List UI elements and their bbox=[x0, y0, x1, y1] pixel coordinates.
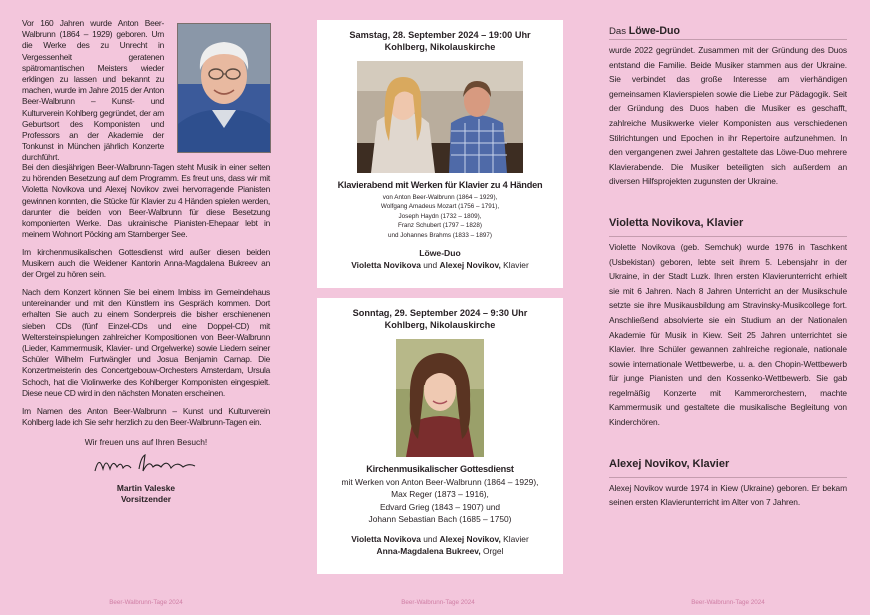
divider bbox=[609, 477, 847, 478]
organist-photo bbox=[396, 339, 484, 457]
performer-name: Alexej Novikov, bbox=[439, 533, 501, 544]
chairman-portrait bbox=[177, 23, 271, 153]
left-column bbox=[22, 0, 270, 505]
program-line: Max Reger (1873 – 1916), bbox=[391, 489, 489, 500]
duo-description: wurde 2022 gegründet. Zusammen mit der Gründung des Duos entstand die Familie. Beide Musiker stammen aus der Ukraine. Sie verbindet das große Interesse am vierhändigen gemeinsamen Klavierspielen sowie die Liebe zur Pädagogik. Seit der Gründung des Duos haben die Musiker es geschafft, zahlreiche Musikwerke vieler Komponisten aus verschiedenen Stilrichtungen und Epochen in ihr Repertoire aufzunehmen. In den vergangenen zwei Jahren gestaltete das Löwe-Duo mehrere Klavierabende. Die Musiker beteiligten sich außerdem an diversen Hilfsprojekten zugunsten der Ukraine. bbox=[609, 45, 847, 187]
program-line: Johann Sebastian Bach (1685 – 1750) bbox=[368, 514, 512, 525]
performers-line bbox=[317, 545, 563, 557]
letter-paragraph: Nach dem Konzert können Sie bei einem Imbiss im Gemeindehaus untereinander und mit den Künstlern ins Gespräch kommen. Dort erhalten Sie auch zu einem Sonderpreis die bisher erschienenen sieben CDs (fünf Einzel-CDs und eine Doppel-CD) mit Weltersteinspielungen zahlreicher Kompositionen von Beer-Walbrunn (Lieder, Kammermusik, Klavier- und Orgelwerke) sowie Liedern seiner Schüler Wilhelm Furtwängler und Josua Benjamin Carnap. Die Konzertmeisterin des Concertgebouw-Orchesters Amsterdam, Ursula Schoch, hat die Violinwerke des Kohlberger Komponisten eingespielt. Diese neue CD wird in den nächsten Monaten erscheinen. bbox=[22, 287, 270, 398]
performer-instrument: Orgel bbox=[482, 545, 504, 556]
alexej-heading: Alexej Novikov, Klavier bbox=[609, 457, 730, 470]
event-card-service bbox=[317, 298, 563, 574]
program-line: mit Werken von Anton Beer-Walbrunn (1864 – 1929), bbox=[341, 477, 539, 487]
duo-heading bbox=[609, 24, 847, 39]
duo-prefix: Das bbox=[609, 26, 627, 37]
performer-name: Violetta Novikova bbox=[351, 260, 421, 271]
footer-mid: Beer-Walbrunn-Tage 2024 bbox=[401, 599, 475, 606]
event-place: Kohlberg, Nikolauskirche bbox=[384, 42, 496, 52]
intro-paragraph: Vor 160 Jahren wurde Anton Beer-Walbrunn (1864 – 1929) geboren. Um die Werke des zu Unrecht in Vergessenheit geratenen spätromantischen Meisters wieder erklingen zu lassen und bekannt zu machen, wurde im Jahre 2015 der Anton Beer-Walbrunn – Kunst- und Kulturverein Kohlberg gegründet, der am Geburtsort des Komponisten und Professors an der Akademie der Tonkunst in München jährlich Konzerte durchführt. bbox=[22, 18, 164, 163]
program-line: Edvard Grieg (1843 – 1907) und bbox=[379, 501, 501, 512]
performer-instrument: Klavier bbox=[503, 260, 529, 271]
program-line: von Anton Beer-Walbrunn (1864 – 1929), bbox=[382, 194, 498, 201]
event-date: Sonntag, 29. September 2024 – 9:30 Uhr bbox=[352, 308, 528, 318]
event-card-concert bbox=[317, 20, 563, 288]
performers-line bbox=[317, 533, 563, 545]
footer-right: Beer-Walbrunn-Tage 2024 bbox=[691, 599, 765, 606]
divider bbox=[609, 39, 847, 40]
performers-line bbox=[317, 259, 563, 271]
signer-name: Martin Valeske bbox=[116, 482, 176, 493]
program-line: und Johannes Brahms (1833 – 1897) bbox=[388, 231, 492, 239]
event-place: Kohlberg, Nikolauskirche bbox=[384, 320, 496, 330]
violetta-heading: Violetta Novikova, Klavier bbox=[609, 216, 744, 229]
letter-paragraph: Im Namen des Anton Beer-Walbrunn – Kunst und Kulturverein Kohlberg lade ich Sie sehr herzlich zu den Beer-Walbrunn-Tagen ein. bbox=[22, 405, 270, 427]
divider bbox=[609, 236, 847, 237]
event-date: Samstag, 28. September 2024 – 19:00 Uhr bbox=[349, 30, 531, 40]
performer-name: Anna-Magdalena Bukreev, bbox=[376, 545, 481, 556]
letter-paragraph: Bei den diesjährigen Beer-Walbrunn-Tagen steht Musik in einer selten zu hörenden Besetzung auf dem Programm. Es freut uns, dass wir mit Violetta Novikova und Alexej Novikov zwei hervorragende Pianisten gewinnen konnten, die Stücke für Klavier zu 4 Händen spielen werden, darunter die beiden von Beer-Walbrunn für diese Besetzung komponierten Werke. Das ukrainische Pianisten-Ehepaar lebt in meinem Wohnort Pöcking am Starnberger See. bbox=[22, 162, 270, 240]
signer-title: Vorsitzender bbox=[120, 494, 172, 505]
program-list bbox=[317, 476, 563, 526]
footer-left: Beer-Walbrunn-Tage 2024 bbox=[109, 599, 183, 606]
program-line: Joseph Haydn (1732 – 1809), bbox=[398, 212, 482, 220]
violetta-bio: Violette Novikova (geb. Semchuk) wurde 1976 in Taschkent (Usbekistan) geboren, lebte seit ihrem 5. Lebensjahr in der Ukraine, in der Stadt Luzk. Ihren ersten Klavierunterricht erhielt sie mit 6 Jahren. Nach 8 Jahren Unterricht an der Musikschule setzte sie ihre Musikausbildung am Stravinsky-Musikcollege fort. Anschließend absolvierte sie ein Studium an der Nationalen Akademie für Musik in Kiew. Seit 25 Jahren unterrichtet sie Klavier. Ihre Schüler gewannen zahlreiche regionale, nationale sowie internationale Wettbewerbe, u. a. den Chopin-Wettbewerb für junge Pianisten und den Kossenko-Wettbewerb. Sie gab regelmäßig Konzerte mit Kammerorchestern, machte Kammermusik und gestaltete die musikalische Begleitung von Kinderchören. bbox=[609, 241, 847, 428]
program-line: Franz Schubert (1797 – 1828) bbox=[397, 222, 482, 230]
performer-instrument: Klavier bbox=[503, 533, 529, 544]
event-title: Kirchenmusikalischer Gottesdienst bbox=[366, 464, 514, 474]
alexej-bio: Alexej Novikov wurde 1974 in Kiew (Ukraine) geboren. Er bekam seinen ersten Klavierunterricht im Alter von 7 Jahren. bbox=[609, 482, 847, 508]
right-column bbox=[609, 0, 847, 510]
performer-and: und bbox=[423, 533, 438, 544]
performer-name: Alexej Novikov, bbox=[439, 260, 501, 271]
letter-paragraph: Im kirchenmusikalischen Gottesdienst wird außer diesen beiden Musikern auch die Weidener Kantorin Anna-Magdalena Bukreev an der Orgel zu hören sein. bbox=[22, 246, 270, 280]
ensemble-name: Löwe-Duo bbox=[419, 248, 461, 259]
program-list bbox=[317, 193, 563, 240]
signature-icon bbox=[91, 451, 201, 477]
closing-line: Wir freuen uns auf Ihren Besuch! bbox=[84, 436, 208, 447]
duo-name: Löwe-Duo bbox=[628, 25, 680, 37]
program-line: Wolfgang Amadeus Mozart (1756 – 1791), bbox=[380, 203, 500, 211]
duo-photo bbox=[357, 61, 523, 173]
event-title: Klavierabend mit Werken für Klavier zu 4 Händen bbox=[337, 180, 543, 190]
performer-and: und bbox=[423, 260, 438, 271]
performer-name: Violetta Novikova bbox=[351, 533, 421, 544]
letter-body bbox=[22, 162, 270, 506]
